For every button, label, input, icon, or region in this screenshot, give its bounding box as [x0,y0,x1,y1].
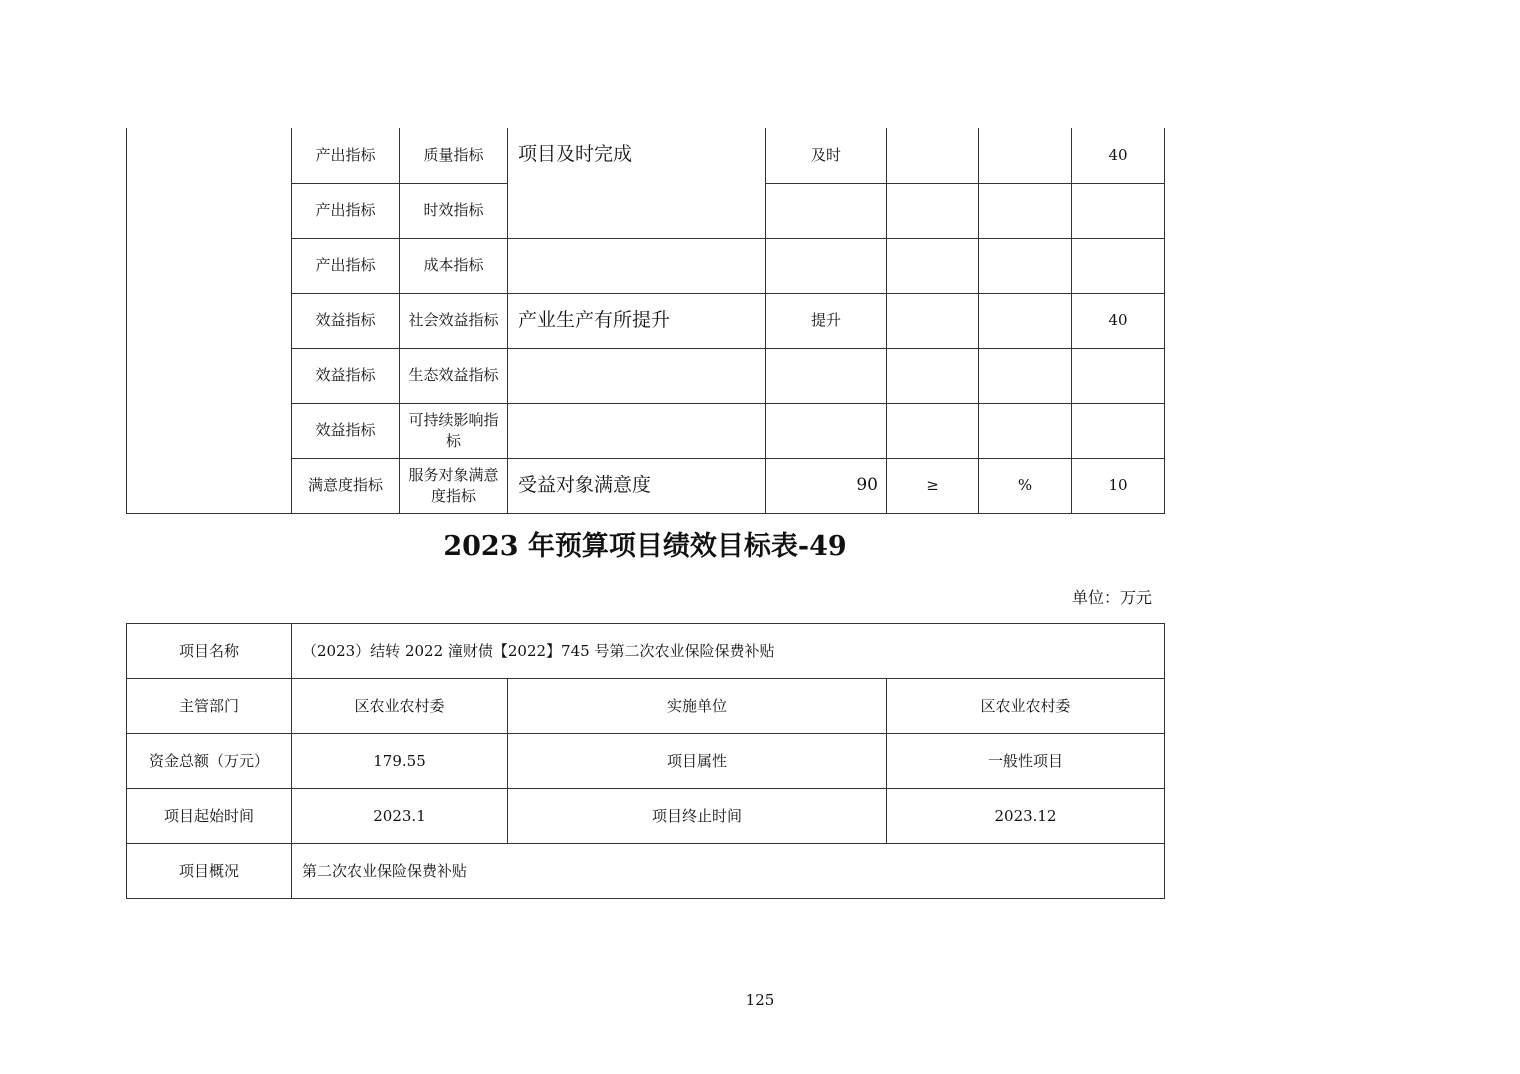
indicator-content: 项目及时完成 [508,128,766,238]
attr-label: 项目属性 [508,734,887,789]
indicator-content [508,238,766,293]
start-label: 项目起始时间 [127,789,292,844]
indicator-subcategory: 成本指标 [400,238,508,293]
indicator-value: 提升 [766,293,887,348]
indicator-value: 及时 [766,128,887,183]
indicator-operator [887,128,979,183]
indicator-subcategory: 时效指标 [400,183,508,238]
indicator-value [766,183,887,238]
end-value: 2023.12 [887,789,1165,844]
indicator-unit [979,183,1072,238]
dept-label: 主管部门 [127,679,292,734]
end-label: 项目终止时间 [508,789,887,844]
indicator-operator [887,403,979,458]
indicator-value [766,348,887,403]
indicator-content [508,348,766,403]
indicator-subcategory: 服务对象满意度指标 [400,458,508,513]
impl-value: 区农业农村委 [887,679,1165,734]
indicator-content [508,403,766,458]
indicator-operator: ≥ [887,458,979,513]
indicator-weight: 10 [1072,458,1165,513]
indicator-unit [979,128,1072,183]
indicator-category: 效益指标 [292,348,400,403]
indicator-weight [1072,238,1165,293]
indicator-category: 效益指标 [292,403,400,458]
summary-label: 项目概况 [127,844,292,899]
project-info-table [126,623,1165,899]
indicator-weight [1072,183,1165,238]
indicator-category: 满意度指标 [292,458,400,513]
page-number: 125 [745,991,775,1009]
table-row [127,128,1165,183]
table-row [127,844,1165,899]
start-value: 2023.1 [292,789,508,844]
indicator-value [766,238,887,293]
unit-label: 单位：万元 [1072,588,1153,607]
indicator-weight [1072,403,1165,458]
indicator-subcategory: 社会效益指标 [400,293,508,348]
indicator-category: 产出指标 [292,183,400,238]
attr-value: 一般性项目 [887,734,1165,789]
indicator-content: 产业生产有所提升 [508,293,766,348]
table-row [127,624,1165,679]
table-row [127,734,1165,789]
table-row [127,789,1165,844]
impl-label: 实施单位 [508,679,887,734]
indicator-unit: % [979,458,1072,513]
indicator-category: 产出指标 [292,238,400,293]
project-name-label: 项目名称 [127,624,292,679]
indicator-operator [887,183,979,238]
indicator-unit [979,238,1072,293]
project-name-value: （2023）结转 2022 潼财债【2022】745 号第二次农业保险保费补贴 [292,624,1165,679]
indicator-subcategory: 质量指标 [400,128,508,183]
fund-label: 资金总额（万元） [127,734,292,789]
indicator-content: 受益对象满意度 [508,458,766,513]
indicator-category: 效益指标 [292,293,400,348]
table-row [127,679,1165,734]
summary-value: 第二次农业保险保费补贴 [292,844,1165,899]
indicator-unit [979,293,1072,348]
indicator-unit [979,348,1072,403]
indicator-operator [887,238,979,293]
indicator-weight [1072,348,1165,403]
indicator-operator [887,348,979,403]
indicator-value [766,403,887,458]
indicator-table [126,128,1165,514]
indicator-subcategory: 可持续影响指标 [400,403,508,458]
indicator-value: 90 [766,458,887,513]
indicator-operator [887,293,979,348]
indicator-subcategory: 生态效益指标 [400,348,508,403]
indicator-weight: 40 [1072,128,1165,183]
indicator-weight: 40 [1072,293,1165,348]
page-title: 2023 年预算项目绩效目标表-49 [443,531,847,562]
dept-value: 区农业农村委 [292,679,508,734]
blank-cell [127,128,292,513]
indicator-category: 产出指标 [292,128,400,183]
fund-value: 179.55 [292,734,508,789]
indicator-unit [979,403,1072,458]
